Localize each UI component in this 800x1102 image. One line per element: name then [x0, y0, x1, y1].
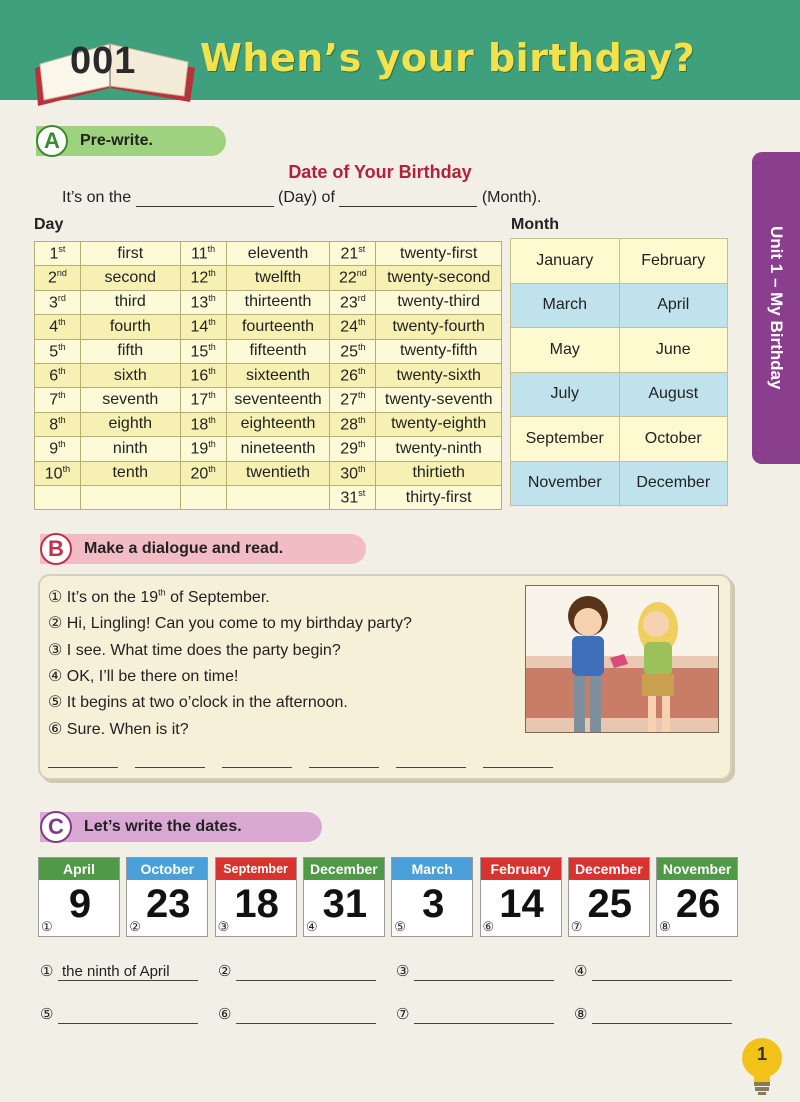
- day-word: tenth: [80, 461, 180, 485]
- month-cell: November: [511, 461, 620, 506]
- answer-number: ⑦: [396, 1006, 410, 1023]
- calendar-card: [656, 857, 738, 937]
- month-cell: June: [619, 328, 728, 373]
- day-word: thirty-first: [376, 485, 502, 509]
- calendar-card: [480, 857, 562, 937]
- answer-number: ④: [574, 963, 588, 980]
- section-c-text: Let’s write the dates.: [84, 818, 242, 835]
- day-row: [35, 485, 502, 509]
- answer-line[interactable]: [236, 1006, 376, 1024]
- answer-line[interactable]: [58, 1006, 198, 1024]
- calendar-month: November: [657, 858, 737, 880]
- day-word: fourth: [80, 315, 180, 339]
- day-word: nineteenth: [226, 437, 330, 461]
- month-label: Month: [511, 216, 559, 233]
- day-word: third: [80, 290, 180, 314]
- day-word: twenty-sixth: [376, 363, 502, 387]
- day-word: fourteenth: [226, 315, 330, 339]
- order-blank-3[interactable]: [222, 767, 292, 768]
- day-ordinal: 19th: [180, 437, 226, 461]
- dialogue-line: ④ OK, I’ll be there on time!: [48, 667, 239, 685]
- month-cell: January: [511, 239, 620, 284]
- day-ordinal: 26th: [330, 363, 376, 387]
- day-ordinal: 22nd: [330, 266, 376, 290]
- day-row: [35, 266, 502, 290]
- day-word: twenty-eighth: [376, 412, 502, 436]
- calendar-index: ①: [41, 919, 53, 934]
- day-ordinal: 20th: [180, 461, 226, 485]
- dialogue-line: ① It’s on the 19th of September.: [48, 587, 270, 606]
- calendar-index: ⑥: [482, 919, 495, 934]
- section-a-letter: A: [36, 125, 68, 157]
- day-word: eleventh: [226, 242, 330, 266]
- day-word: twentieth: [226, 461, 330, 485]
- day-ordinal: 15th: [180, 339, 226, 363]
- day-ordinal: 14th: [180, 315, 226, 339]
- day-ordinal: 12th: [180, 266, 226, 290]
- day-label: Day: [34, 216, 64, 233]
- month-row: [511, 417, 728, 462]
- day-word: twenty-third: [376, 290, 502, 314]
- answer-line[interactable]: [592, 1006, 732, 1024]
- month-row: [511, 328, 728, 373]
- birthday-sentence: It’s on the (Day) of (Month).: [62, 189, 542, 206]
- answer-number: ②: [218, 963, 232, 980]
- calendar-day: 18: [234, 882, 279, 926]
- calendar-card: [215, 857, 297, 937]
- calendar-month: February: [481, 858, 561, 880]
- day-word: fifth: [80, 339, 180, 363]
- calendar-month: September: [216, 858, 296, 880]
- day-row: [35, 290, 502, 314]
- day-ordinal: [180, 485, 226, 509]
- day-ordinal: 18th: [180, 412, 226, 436]
- section-b-letter: B: [40, 533, 72, 565]
- calendar-index: ④: [305, 919, 318, 934]
- month-row: [511, 461, 728, 506]
- day-ordinal: 10th: [35, 461, 81, 485]
- day-ordinal: 27th: [330, 388, 376, 412]
- month-cell: April: [619, 283, 728, 328]
- answer-line[interactable]: [414, 1006, 554, 1024]
- day-word: [80, 485, 180, 509]
- day-word: twenty-seventh: [376, 388, 502, 412]
- day-ordinal: 3rd: [35, 290, 81, 314]
- day-ordinal: 1st: [35, 242, 81, 266]
- day-word: ninth: [80, 437, 180, 461]
- answer-text: the ninth of April: [62, 963, 170, 980]
- month-cell: August: [619, 372, 728, 417]
- day-word: sixth: [80, 363, 180, 387]
- section-b-text: Make a dialogue and read.: [84, 540, 284, 557]
- day-word: second: [80, 266, 180, 290]
- section-a-label: [36, 126, 226, 156]
- day-row: [35, 315, 502, 339]
- day-ordinal: 25th: [330, 339, 376, 363]
- calendar-index: ⑤: [394, 919, 406, 934]
- unit-number: 001: [70, 40, 137, 82]
- calendar-day: 31: [322, 882, 368, 926]
- answer-number: ①: [40, 963, 54, 980]
- calendar-index: ③: [217, 919, 230, 934]
- calendar-day: 14: [499, 882, 544, 926]
- calendar-day: 23: [146, 882, 191, 926]
- day-ordinal: 6th: [35, 363, 81, 387]
- children-illustration: [525, 585, 719, 733]
- page-number: 1: [756, 1044, 767, 1064]
- day-ordinal: 5th: [35, 339, 81, 363]
- day-ordinal: 11th: [180, 242, 226, 266]
- page-title: When’s your birthday?: [200, 36, 696, 80]
- day-ordinal: 30th: [330, 461, 376, 485]
- month-table: [510, 238, 728, 506]
- day-word: twenty-fourth: [376, 315, 502, 339]
- month-cell: February: [619, 239, 728, 284]
- dialogue-line: ③ I see. What time does the party begin?: [48, 641, 341, 659]
- dialogue-line: ⑤ It begins at two o’clock in the afternoon.: [48, 694, 348, 712]
- day-word: twelfth: [226, 266, 330, 290]
- day-ordinal: 21st: [330, 242, 376, 266]
- order-blank-4[interactable]: [309, 767, 379, 768]
- section-b-label: [40, 534, 366, 564]
- month-cell: December: [619, 461, 728, 506]
- day-word: first: [80, 242, 180, 266]
- month-row: [511, 283, 728, 328]
- calendar-index: ②: [129, 919, 141, 934]
- dialogue-line: ⑥ Sure. When is it?: [48, 720, 189, 738]
- answer-number: ⑧: [574, 1006, 588, 1023]
- day-word: twenty-ninth: [376, 437, 502, 461]
- day-row: [35, 412, 502, 436]
- order-blank-6[interactable]: [483, 767, 553, 768]
- day-word: seventeenth: [226, 388, 330, 412]
- day-row: [35, 242, 502, 266]
- day-row: [35, 388, 502, 412]
- calendar-month: December: [569, 858, 649, 880]
- day-ordinal: 8th: [35, 412, 81, 436]
- section-c-letter: C: [40, 811, 72, 843]
- calendar-day: 26: [675, 882, 721, 926]
- calendar-card: [391, 857, 473, 937]
- day-word: fifteenth: [226, 339, 330, 363]
- month-blank[interactable]: [339, 193, 477, 207]
- order-blank-2[interactable]: [135, 767, 205, 768]
- day-word: eighth: [80, 412, 180, 436]
- date-heading: Date of Your Birthday: [288, 162, 472, 182]
- day-ordinal: 23rd: [330, 290, 376, 314]
- day-row: [35, 363, 502, 387]
- month-row: [511, 372, 728, 417]
- order-blank-5[interactable]: [396, 767, 466, 768]
- calendar-day: 9: [68, 882, 92, 926]
- day-ordinal: 31st: [330, 485, 376, 509]
- day-word: thirteenth: [226, 290, 330, 314]
- order-blank-1[interactable]: [48, 767, 118, 768]
- calendar-month: October: [127, 858, 207, 880]
- day-row: [35, 339, 502, 363]
- day-word: thirtieth: [376, 461, 502, 485]
- calendar-month: December: [304, 858, 384, 880]
- day-ordinal: 7th: [35, 388, 81, 412]
- dialogue-line: ② Hi, Lingling! Can you come to my birthday party?: [48, 615, 412, 633]
- day-ordinal: 16th: [180, 363, 226, 387]
- month-cell: March: [511, 283, 620, 328]
- day-word: eighteenth: [226, 412, 330, 436]
- side-tab-label: Unit 1 – My Birthday: [767, 226, 786, 390]
- month-cell: May: [511, 328, 620, 373]
- day-word: seventh: [80, 388, 180, 412]
- section-c-label: [40, 812, 322, 842]
- day-ordinal: [35, 485, 81, 509]
- day-ordinal: 13th: [180, 290, 226, 314]
- calendar-day: 3: [422, 882, 445, 926]
- calendar-month: April: [39, 858, 119, 880]
- month-cell: July: [511, 372, 620, 417]
- answer-line[interactable]: [592, 963, 732, 981]
- day-row: [35, 461, 502, 485]
- answer-number: ⑤: [40, 1006, 54, 1023]
- day-word: [226, 485, 330, 509]
- day-ordinal: 17th: [180, 388, 226, 412]
- calendar-card: [303, 857, 385, 937]
- calendar-card: [568, 857, 650, 937]
- day-row: [35, 437, 502, 461]
- day-ordinal: 2nd: [35, 266, 81, 290]
- day-blank[interactable]: [136, 193, 274, 207]
- calendar-card: [38, 857, 120, 937]
- day-ordinal: 29th: [330, 437, 376, 461]
- answer-line[interactable]: [414, 963, 554, 981]
- day-ordinal: 24th: [330, 315, 376, 339]
- day-ordinal: 4th: [35, 315, 81, 339]
- day-word: twenty-first: [376, 242, 502, 266]
- month-row: [511, 239, 728, 284]
- month-cell: October: [619, 417, 728, 462]
- answer-line[interactable]: [236, 963, 376, 981]
- day-word: sixteenth: [226, 363, 330, 387]
- day-word: twenty-second: [376, 266, 502, 290]
- section-a-text: Pre-write.: [80, 132, 153, 149]
- day-ordinal: 28th: [330, 412, 376, 436]
- day-table: [34, 241, 502, 510]
- calendar-card: [126, 857, 208, 937]
- day-word: twenty-fifth: [376, 339, 502, 363]
- calendar-index: ⑧: [659, 919, 671, 934]
- answer-number: ③: [396, 963, 410, 980]
- month-cell: September: [511, 417, 620, 462]
- answer-line[interactable]: [58, 963, 198, 981]
- day-ordinal: 9th: [35, 437, 81, 461]
- answer-number: ⑥: [218, 1006, 232, 1023]
- calendar-index: ⑦: [570, 919, 583, 934]
- calendar-month: March: [392, 858, 472, 880]
- calendar-day: 25: [587, 882, 633, 926]
